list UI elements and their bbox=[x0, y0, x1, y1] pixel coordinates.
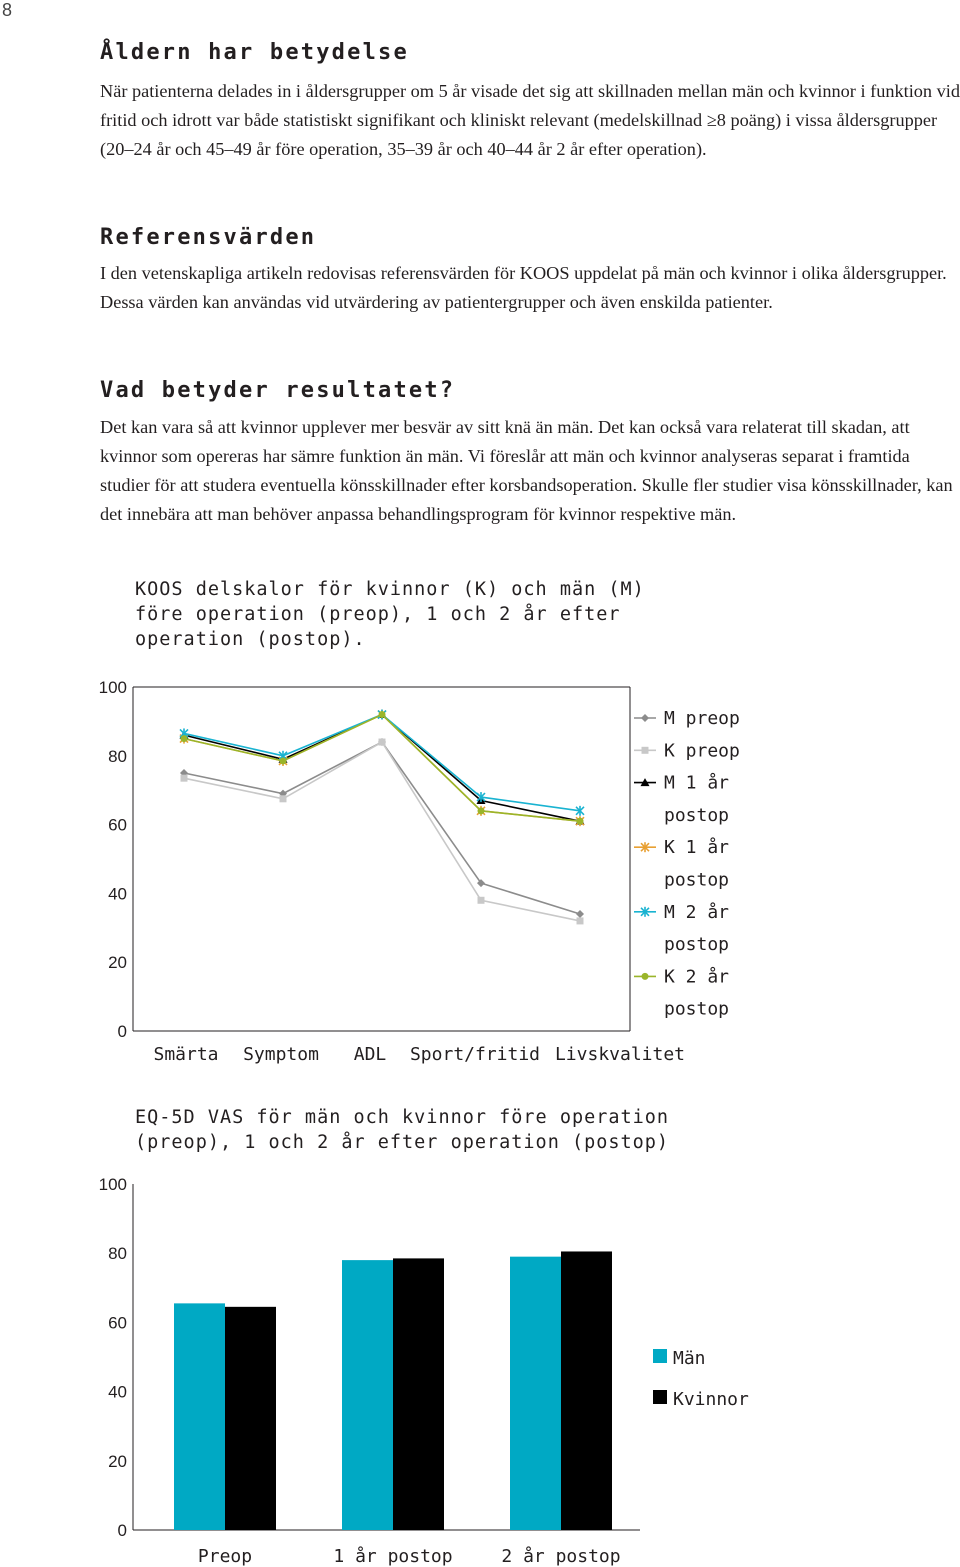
eq5d-bar bbox=[174, 1303, 225, 1530]
section-heading-resultat: Vad betyder resultatet? bbox=[100, 378, 456, 403]
koos-legend-label: M 2 år bbox=[664, 901, 730, 923]
eq5d-bar bbox=[342, 1260, 393, 1530]
koos-y-tick-label: 0 bbox=[117, 1022, 127, 1041]
koos-legend-label: postop bbox=[664, 804, 730, 826]
eq5d-y-tick-label: 80 bbox=[108, 1244, 127, 1264]
section-paragraph-referensvarden: I den vetenskapliga artikeln redovisas referensvärden för KOOS uppdelat på män och kvinnor i olika åldersgrupper. Dessa värden kan användas vid utvärdering av patientergrupper och även enskilda patienter. bbox=[100, 263, 947, 312]
page-number: 8 bbox=[2, 0, 13, 20]
koos-x-tick-label: Livskvalitet bbox=[554, 1044, 686, 1065]
koos-x-tick-label: Symptom bbox=[243, 1044, 319, 1065]
koos-x-tick-label: Smärta bbox=[153, 1044, 219, 1065]
koos-y-tick-label: 60 bbox=[108, 815, 127, 835]
koos-y-tick-label: 80 bbox=[108, 746, 127, 766]
eq5d-bar bbox=[561, 1251, 612, 1530]
eq5d-y-tick-label: 40 bbox=[108, 1382, 127, 1402]
eq5d-bar bbox=[225, 1307, 276, 1530]
koos-legend-label: postop bbox=[664, 934, 730, 956]
koos-chart-title: KOOS delskalor för kvinnor (K) och män (M) före operation (preop), 1 och 2 år efter operation (postop). bbox=[135, 579, 645, 650]
koos-legend-label: M preop bbox=[664, 708, 740, 729]
eq5d-y-tick-label: 100 bbox=[98, 1175, 127, 1194]
eq5d-legend-swatch bbox=[653, 1349, 667, 1363]
eq5d-legend-label: Män bbox=[673, 1348, 706, 1369]
eq5d-bar bbox=[510, 1257, 561, 1530]
koos-y-tick-label: 20 bbox=[108, 953, 127, 973]
koos-legend-label: postop bbox=[664, 869, 730, 891]
eq5d-chart-title: EQ-5D VAS för män och kvinnor före operation (preop), 1 och 2 år efter operation (postop) bbox=[135, 1107, 670, 1153]
koos-legend-label: M 1 år bbox=[664, 772, 730, 794]
eq5d-y-tick-label: 60 bbox=[108, 1313, 127, 1333]
eq5d-y-tick-label: 20 bbox=[108, 1451, 127, 1471]
koos-y-tick-label: 100 bbox=[98, 678, 127, 697]
section-heading-alder: Åldern har betydelse bbox=[100, 40, 409, 65]
eq5d-x-tick-label: Preop bbox=[197, 1546, 253, 1567]
section-paragraph-resultat: Det kan vara så att kvinnor upplever mer besvär av sitt knä än män. Det kan också vara relaterat till skadan, att kvinnor som opereras har sämre funktion än män. Vi föreslår att män och kvinnor analyseras separat i framtida studier för att studera eventuella könsskillnader efter korsbandsoperation. Skulle fler studier visa könsskillnader, kan det innebära att man behöver anpassa behandlingsprogram för kvinnor respektive män. bbox=[100, 417, 953, 524]
koos-legend-label: K preop bbox=[664, 740, 740, 762]
eq5d-legend-swatch bbox=[653, 1390, 667, 1404]
section-paragraph-alder: När patienterna delades in i åldersgrupper om 5 år visade det sig att skillnaden mellan män och kvinnor i funktion vid fritid och idrott var både statistiskt signifikant och kliniskt relevant (medelskillnad ≥8 poäng) i vissa åldersgrupper (20–24 år och 45–49 år före operation, 35–39 år och 40–44 år 2 år efter operation). bbox=[100, 81, 960, 159]
koos-y-tick-label: 40 bbox=[108, 884, 127, 904]
eq5d-y-tick-label: 0 bbox=[117, 1521, 127, 1540]
koos-legend-label: postop bbox=[664, 998, 730, 1020]
eq5d-x-tick-label: 2 år postop bbox=[501, 1546, 621, 1567]
eq5d-bar bbox=[393, 1258, 444, 1530]
koos-x-tick-label: Sport/fritid bbox=[409, 1044, 541, 1065]
koos-x-tick-label: ADL bbox=[353, 1044, 387, 1065]
koos-legend-label: K 2 år bbox=[664, 966, 730, 988]
koos-legend-label: K 1 år bbox=[664, 837, 730, 859]
eq5d-x-tick-label: 1 år postop bbox=[333, 1546, 453, 1567]
section-heading-referensvarden: Referensvärden bbox=[100, 225, 317, 250]
eq5d-legend-label: Kvinnor bbox=[673, 1389, 749, 1410]
